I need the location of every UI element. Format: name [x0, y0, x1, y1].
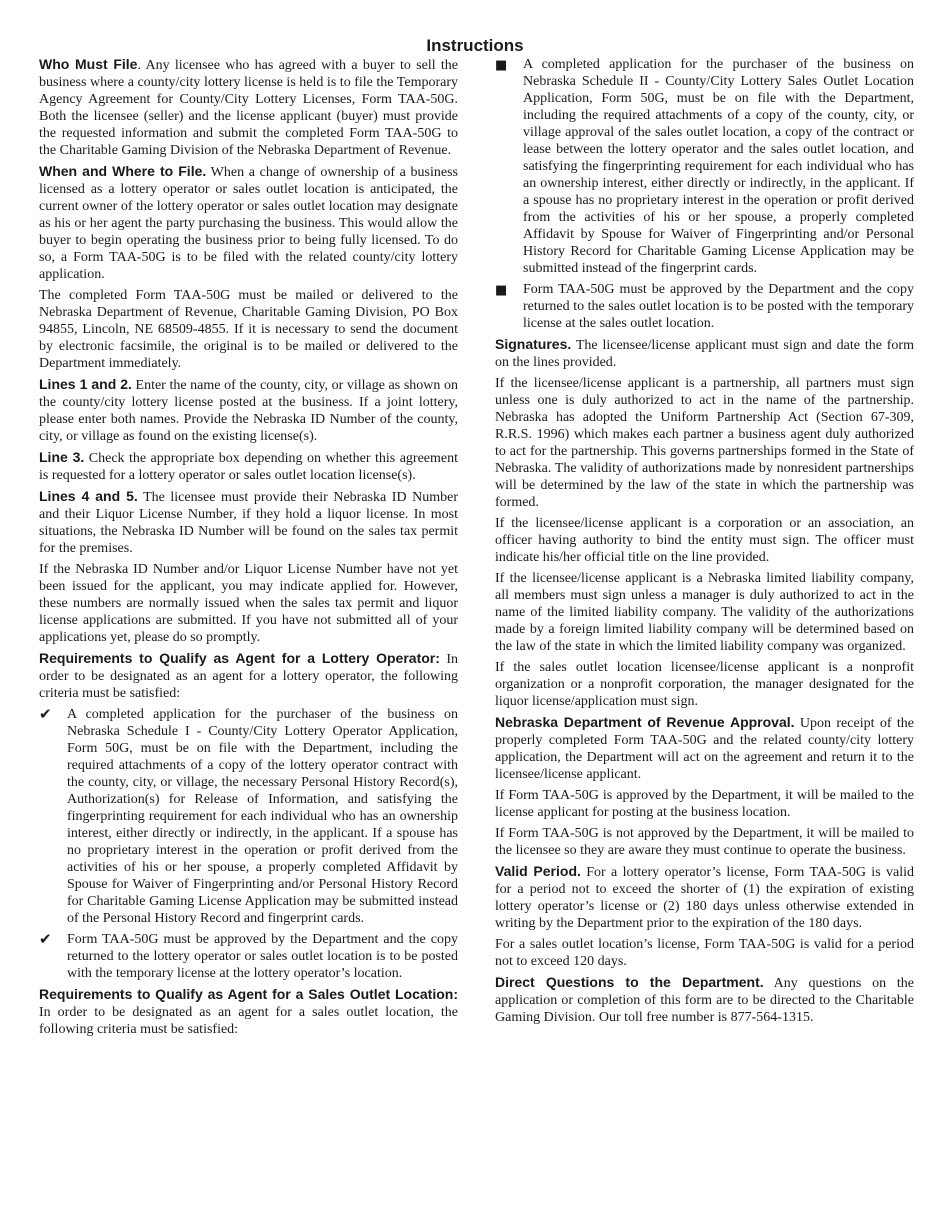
left-column [39, 56, 458, 1042]
square-bullet-icon: ■ [495, 58, 508, 73]
nonprofit-paragraph: If the sales outlet location licensee/license applicant is a nonprofit organization or a nonprofit corporation, the manager designated for the liquor license/application must sign. [495, 660, 914, 709]
req-operator-section [39, 650, 458, 702]
operator-bullet-text: Form TAA-50G must be approved by the Department and the copy returned to the lottery operator or sales outlet location is to be posted with the temporary license at the lottery operator’s location. [67, 932, 458, 981]
signatures-text: The licensee/license applicant must sign and date the form on the lines provided. [495, 338, 914, 370]
outlet-bullet-text: A completed application for the purchaser of the business on Nebraska Schedule II - County/City Lottery Sales Outlet Location Application, Form 50G, must be on file with the Department, including the required attachments of a copy of the county, city, or village approval of the sales outlet location, a copy of the contract or lease between the lottery operator and the sales outlet location, and satisfying the fingerprinting requirement for each individual who has an ownership interest, either directly or indirectly, in the applicant. If a spouse has no proprietary interest in the operation or profit derived from the activities of his or her spouse, a properly completed Affidavit by Spouse for Waiver of Fingerprinting and/or Personal History Record for Charitable Gaming License Application may be submitted instead of the fingerprint cards. [523, 57, 914, 276]
partnership-paragraph: If the licensee/license applicant is a partnership, all partners must sign unless one is duly authorized to act in the name of the partnership. Nebraska has adopted the Uniform Partnership Act (Section 67-309, R.R.S. 1996) which makes each partner a business agent duly authorized to act for the partnership. This governs partnerships formed in the State of Nebraska. The validity of authorizations made by nonresident partnerships will be determined by the law of the state in which the partnership was formed. [495, 376, 914, 510]
approval-text: Upon receipt of the properly completed Form TAA-50G and the related county/city lottery application, the Department will act on the agreement and return it to the licensee/license applicant. [495, 716, 914, 782]
questions-heading: Direct Questions to the Department. [495, 974, 764, 990]
outlet-bullet [495, 56, 914, 277]
who-must-file-section [39, 56, 458, 159]
signatures-section [495, 336, 914, 371]
req-outlet-text: In order to be designated as an agent for a sales outlet location, the following criteria must be satisfied: [39, 1005, 458, 1037]
when-where-section [39, 163, 458, 283]
outlet-bullet-text: Form TAA-50G must be approved by the Department and the copy returned to the sales outlet location is to be posted with the temporary license at the sales outlet location. [523, 282, 914, 331]
outlet-bullet [495, 281, 914, 332]
lines-4-5-section [39, 488, 458, 557]
req-operator-heading: Requirements to Qualify as Agent for a Lottery Operator: [39, 650, 440, 666]
lines-1-2-section [39, 376, 458, 445]
not-issued-paragraph: If the Nebraska ID Number and/or Liquor License Number have not yet been issued for the applicant, you may indicate applied for. However, these numbers are normally issued when the sales tax permit and liquor license applications are submitted. If you have not submitted all of your applications yet, please do so promptly. [39, 562, 458, 645]
who-must-file-text: . Any licensee who has agreed with a buyer to sell the business where a county/city lottery license is held is to file the Temporary Agency Agreement for County/City Lottery Licenses, Form TAA-50G. Both the licensee (seller) and the license applicant (buyer) must provide the requested information and submit the completed Form TAA-50G to the Charitable Gaming Division of the Nebraska Department of Revenue. [39, 58, 458, 158]
approved-paragraph: If Form TAA-50G is approved by the Department, it will be mailed to the license applicant for posting at the business location. [495, 788, 914, 820]
valid-period-section [495, 863, 914, 932]
lines-1-2-heading: Lines 1 and 2. [39, 376, 132, 392]
line-3-heading: Line 3. [39, 449, 85, 465]
mailing-paragraph: The completed Form TAA-50G must be mailed or delivered to the Nebraska Department of Revenue, Charitable Gaming Division, PO Box 94855, Lincoln, NE 68509-4855. If it is necessary to send the document by electronic facsimile, the original is to be mailed or delivered to the Department immediately. [39, 288, 458, 371]
approval-section [495, 714, 914, 783]
square-bullet-icon: ■ [495, 283, 508, 298]
req-operator-text: In order to be designated as an agent for a lottery operator, the following criteria must be satisfied: [39, 652, 458, 701]
questions-section [495, 974, 914, 1026]
check-icon: ✔ [39, 930, 52, 948]
outlet-valid-paragraph: For a sales outlet location’s license, Form TAA-50G is valid for a period not to exceed 120 days. [495, 937, 914, 969]
when-where-heading: When and Where to File. [39, 163, 207, 179]
who-must-file-heading: Who Must File [39, 56, 138, 72]
operator-bullet [39, 706, 458, 927]
operator-bullet-text: A completed application for the purchaser of the business on Nebraska Schedule I - County/City Lottery Operator Application, Form 50G, must be on file with the Department, including the required attachments of a copy of the lottery operator contract with the county, city, or village, the necessary Personal History Record(s), Authorization(s) for Release of Information, and satisfying the fingerprinting requirement for each individual who has an ownership interest, either directly or indirectly, in the applicant. If a spouse has no proprietary interest in the operation or profit derived from the activities of his or her spouse, a properly completed Affidavit by Spouse for Waiver of Fingerprinting and/or Personal History Record for Charitable Gaming License Application may be submitted instead of the Personal History Record and fingerprint cards. [67, 707, 458, 926]
not-approved-paragraph: If Form TAA-50G is not approved by the Department, it will be mailed to the licensee so they are aware they must continue to operate the business. [495, 826, 914, 858]
corporation-paragraph: If the licensee/license applicant is a corporation or an association, an officer having authority to bind the entity must sign. The officer must indicate his/her official title on the line provided. [495, 516, 914, 565]
right-column [495, 56, 914, 1030]
operator-bullet [39, 931, 458, 982]
lines-1-2-text: Enter the name of the county, city, or village as shown on the county/city lottery license posted at the business. If a joint lottery, please enter both names. Provide the Nebraska ID Number of the county, city, or village as found on the existing license(s). [39, 378, 458, 444]
lines-4-5-text: The licensee must provide their Nebraska ID Number and their Liquor License Number, if they hold a liquor license. In most situations, the Nebraska ID Number will be found on the sales tax permit for the premises. [39, 490, 458, 556]
valid-period-text: For a lottery operator’s license, Form TAA-50G is valid for a period not to exceed the shorter of (1) the expiration of existing lottery operator’s license or (2) 180 days unless otherwise extended in writing by the Department prior to the expiration of the 180 days. [495, 865, 914, 931]
line-3-text: Check the appropriate box depending on whether this agreement is requested for a lottery operator or sales outlet location license(s). [39, 451, 458, 483]
page-title: Instructions [426, 36, 524, 55]
when-where-text: When a change of ownership of a business licensed as a lottery operator or sales outlet location is anticipated, the current owner of the lottery operator or sales outlet location may designate as his or her agent the party purchasing the business. This would allow the buyer to begin operating the business prior to being fully licensed. To do so, a Form TAA-50G is to be filed with the related county/city lottery application. [39, 165, 459, 282]
lines-4-5-heading: Lines 4 and 5. [39, 488, 138, 504]
llc-paragraph: If the licensee/license applicant is a Nebraska limited liability company, all members must sign unless a manager is duly authorized to act in the name of the limited liability company. The validity of the authorizations made by a foreign limited liability company will be determined based on the law of the state in which the limited liability company was organized. [495, 571, 914, 654]
signatures-heading: Signatures. [495, 336, 572, 352]
questions-text: Any questions on the application or completion of this form are to be directed to the Charitable Gaming Division. Our toll free number is 877-564-1315. [495, 976, 914, 1025]
approval-heading: Nebraska Department of Revenue Approval. [495, 714, 795, 730]
valid-period-heading: Valid Period. [495, 863, 581, 879]
check-icon: ✔ [39, 705, 52, 723]
line-3-section [39, 449, 458, 484]
req-outlet-section [39, 986, 458, 1038]
req-outlet-heading: Requirements to Qualify as Agent for a Sales Outlet Location: [39, 986, 458, 1002]
